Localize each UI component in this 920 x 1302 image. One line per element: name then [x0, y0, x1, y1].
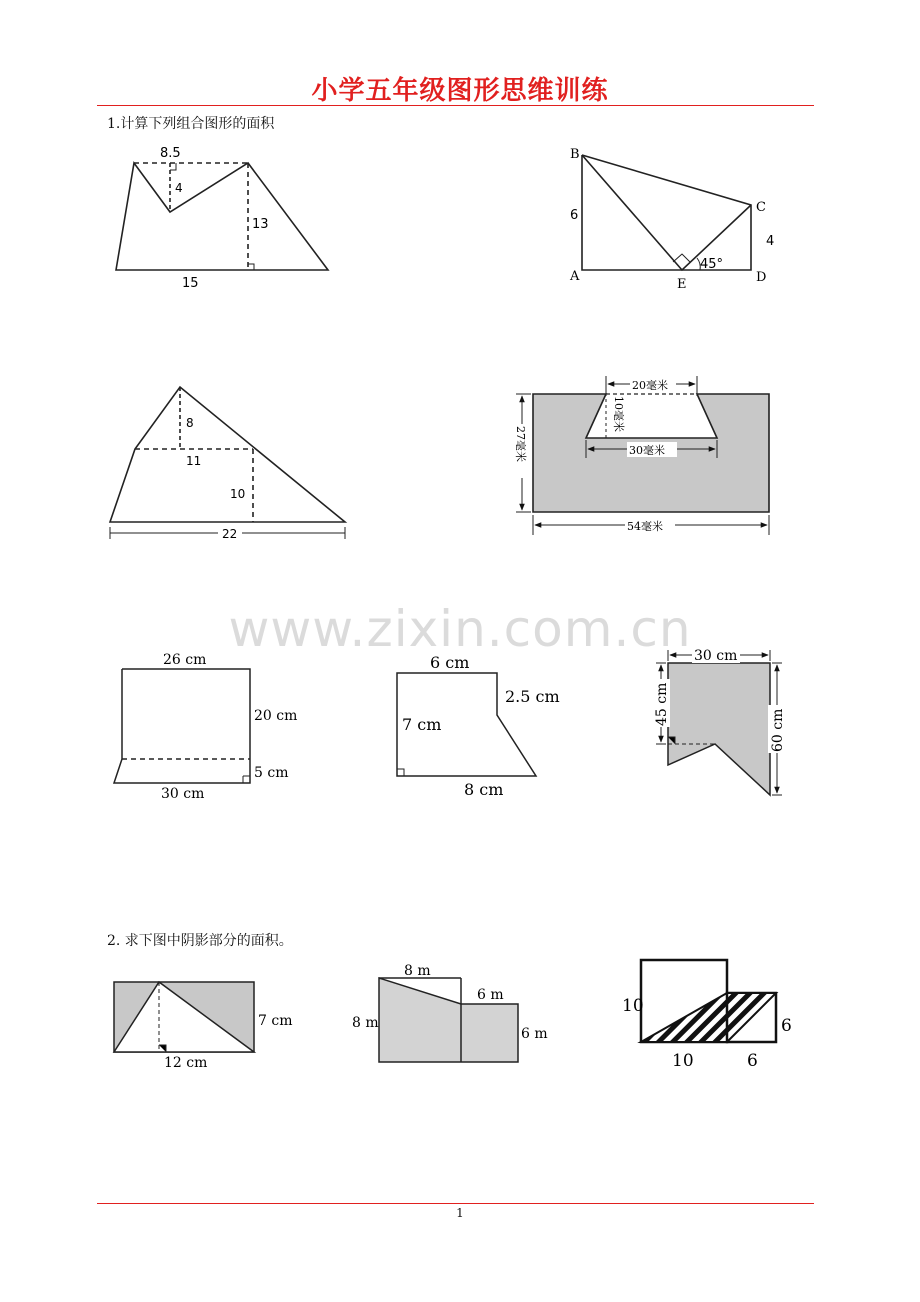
fig2-label-E: E [677, 277, 687, 292]
fig5-top-label: 26 cm [163, 652, 207, 668]
fig10-bottom-left-label: 10 [672, 1051, 694, 1071]
fig3-base-label: 22 [222, 527, 238, 541]
fig6-top-label: 6 cm [430, 653, 470, 672]
figure-8-shaded-rectangle [114, 982, 254, 1052]
figure-1-composite-shape [116, 163, 328, 270]
fig3-height1-label: 8 [186, 416, 194, 430]
fig4-height-label: 27毫米 [514, 426, 527, 462]
fig3-mid-label: 11 [186, 454, 202, 468]
fig2-label-D: D [756, 270, 767, 285]
figure-7-notched-shape [656, 650, 782, 795]
fig2-angle-label: 45° [700, 257, 724, 272]
fig1-inner-label: 4 [175, 181, 183, 195]
fig2-label-A: A [570, 269, 580, 284]
fig10-bottom-right-label: 6 [747, 1051, 758, 1071]
page-title: 小学五年级图形思维训练 [311, 76, 609, 106]
fig8-base-label: 12 cm [164, 1055, 208, 1071]
figure-5-rectangle-trapezoid [114, 669, 250, 783]
fig4-width-label: 54毫米 [627, 520, 663, 533]
fig5-bottom-label: 30 cm [161, 786, 205, 802]
fig2-CD-length: 4 [766, 234, 775, 249]
fig6-left-label: 7 cm [402, 715, 442, 734]
fig5-right-label: 20 cm [254, 708, 298, 724]
figure-2-quadrilateral [582, 155, 751, 270]
figure-10-two-squares-hatched [641, 960, 776, 1042]
page-number: 1 [456, 1206, 464, 1220]
fig4-depth-label: 10毫米 [612, 396, 625, 432]
question-1-prompt: 1.计算下列组合图形的面积 [107, 116, 275, 132]
fig2-label-C: C [756, 200, 766, 215]
fig9-small-top-label: 6 m [477, 987, 504, 1003]
fig4-top-width-label: 20毫米 [632, 379, 668, 392]
watermark: www.zixin.com.cn [228, 600, 692, 658]
fig7-right-label: 60 cm [770, 708, 786, 752]
fig2-label-B: B [570, 147, 580, 162]
fig1-bottom-label: 15 [182, 276, 199, 291]
fig1-right-label: 13 [252, 217, 269, 232]
fig9-right-label: 6 m [521, 1026, 548, 1042]
fig7-left-label: 45 cm [654, 682, 670, 726]
fig9-top-label: 8 m [404, 963, 431, 979]
fig4-bottom-width-label: 30毫米 [629, 444, 665, 457]
fig7-top-label: 30 cm [694, 648, 738, 664]
fig1-top-label: 8.5 [160, 146, 181, 161]
fig10-left-label: 10 [622, 996, 644, 1016]
fig8-height-label: 7 cm [258, 1013, 293, 1029]
question-2-prompt: 2. 求下图中阴影部分的面积。 [107, 933, 293, 949]
fig9-left-label: 8 m [352, 1015, 379, 1031]
fig3-height2-label: 10 [230, 487, 246, 501]
figure-3-composite-shape [110, 387, 345, 539]
fig6-step-label: 2.5 cm [505, 687, 560, 706]
fig2-AB-length: 6 [570, 208, 579, 223]
fig5-small-label: 5 cm [254, 765, 289, 781]
fig10-right-label: 6 [781, 1016, 792, 1036]
fig6-bottom-label: 8 cm [464, 780, 504, 799]
